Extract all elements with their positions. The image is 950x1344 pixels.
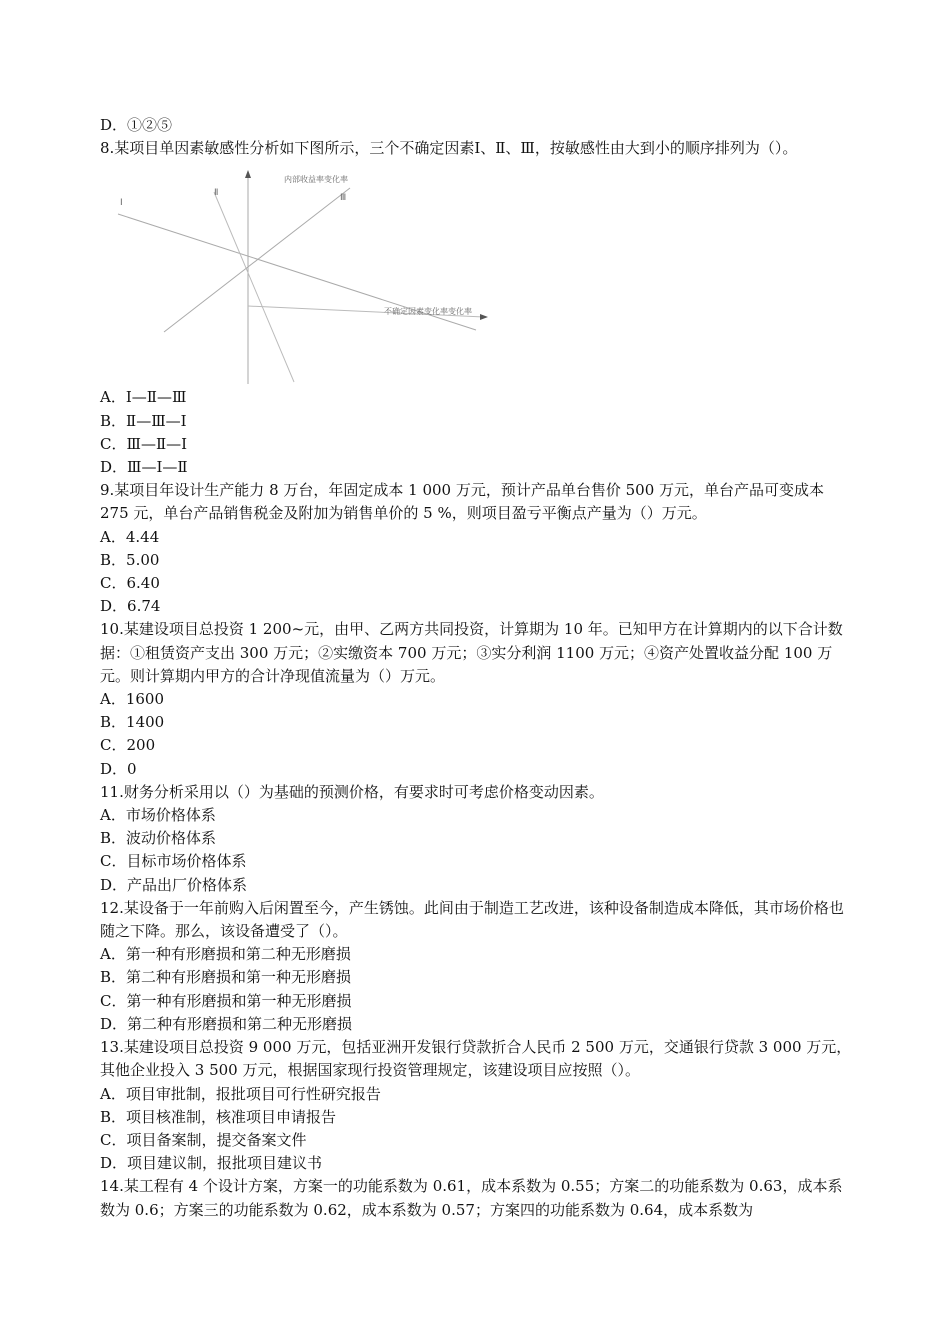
q9-option-c: C．6.40: [100, 574, 160, 593]
q12-option-a: A．第一种有形磨损和第二种无形磨损: [100, 945, 351, 964]
q11-option-c: C．目标市场价格体系: [100, 852, 247, 871]
q9-option-b: B．5.00: [100, 550, 160, 569]
q9-option-d: D．6.74: [100, 597, 161, 616]
factor-label-2: Ⅱ: [214, 188, 219, 199]
q13-option-b: B．项目核准制，核准项目申请报告: [100, 1107, 337, 1126]
q8-option-d: D．Ⅲ—Ⅰ—Ⅱ: [100, 458, 188, 477]
q10-stem: 10.某建设项目总投资 1 200~元，由甲、乙两方共同投资，计算期为 10 年。已知甲方在计算期内的以下合计数据：①租赁资产支出 300 万元；②实缴资本 700 万元；③实分利润 1100 万元；④资产处置收益分配 100 万元。则计算期内甲方的合计净现值流量为（）万元。: [100, 620, 843, 685]
x-axis-label: 不确定因素变化率变化率: [384, 307, 472, 317]
q11-stem: 11.财务分析采用以（）为基础的预测价格，有要求时可考虑价格变动因素。: [100, 782, 604, 801]
q11-option-b: B．波动价格体系: [100, 829, 217, 848]
q8-option-c: C．Ⅲ—Ⅱ—Ⅰ: [100, 434, 188, 453]
q12-option-d: D．第二种有形磨损和第二种无形磨损: [100, 1014, 353, 1033]
q10-option-c: C．200: [100, 736, 156, 755]
q10-option-a: A．1600: [100, 690, 165, 709]
q13-option-a: A．项目审批制，报批项目可行性研究报告: [100, 1084, 381, 1103]
q7-option-d: D．①②⑤: [100, 116, 173, 134]
q13-option-c: C．项目备案制，提交备案文件: [100, 1130, 307, 1149]
q8-stem: 8.某项目单因素敏感性分析如下图所示，三个不确定因素Ⅰ、Ⅱ、Ⅲ，按敏感性由大到小的顺序排列为（）。: [100, 139, 798, 158]
q9-stem: 9.某项目年设计生产能力 8 万台，年固定成本 1 000 万元，预计产品单台售价 500 万元，单台产品可变成本 275 元，单台产品销售税金及附加为销售单价的 5 %，则项目盈亏平衡点产量为（）万元。: [100, 481, 825, 523]
factor-label-3: Ⅲ: [340, 193, 347, 204]
q13-stem: 13.某建设项目总投资 9 000 万元，包括亚洲开发银行贷款折合人民币 2 500 万元，交通银行贷款 3 000 万元，其他企业投入 3 500 万元，根据国家现行投资管理规定，该建设项目应按照（）。: [100, 1038, 852, 1080]
q8-option-a: A．Ⅰ—Ⅱ—Ⅲ: [100, 388, 187, 407]
q11-option-a: A．市场价格体系: [100, 806, 216, 825]
document-page: [100, 114, 852, 1222]
factor-line-3: [164, 188, 350, 332]
q14-stem: 14.某工程有 4 个设计方案，方案一的功能系数为 0.61，成本系数为 0.55；方案二的功能系数为 0.63，成本系数为 0.6；方案三的功能系数为 0.62，成本系数为 0.57；方案四的功能系数为 0.64，成本系数为: [100, 1177, 843, 1219]
q8-option-b: B．Ⅱ—Ⅲ—Ⅰ: [100, 411, 187, 430]
factor-line-2: [214, 192, 294, 382]
q9-option-a: A．4.44: [100, 527, 160, 546]
factor-label-1: Ⅰ: [120, 198, 123, 209]
q10-option-d: D．0: [100, 759, 137, 778]
q12-option-b: B．第二种有形磨损和第一种无形磨损: [100, 968, 352, 987]
q13-option-d: D．项目建议制，报批项目建议书: [100, 1154, 323, 1173]
q10-option-b: B．1400: [100, 713, 165, 732]
q12-option-c: C．第一种有形磨损和第一种无形磨损: [100, 991, 352, 1010]
y-axis-label: 内部收益率变化率: [284, 175, 348, 185]
q11-option-d: D．产品出厂价格体系: [100, 875, 248, 894]
sensitivity-figure: [104, 162, 504, 384]
q12-stem: 12.某设备于一年前购入后闲置至今，产生锈蚀。此间由于制造工艺改进，该种设备制造成本降低，其市场价格也随之下降。那么，该设备遭受了（）。: [100, 898, 844, 941]
